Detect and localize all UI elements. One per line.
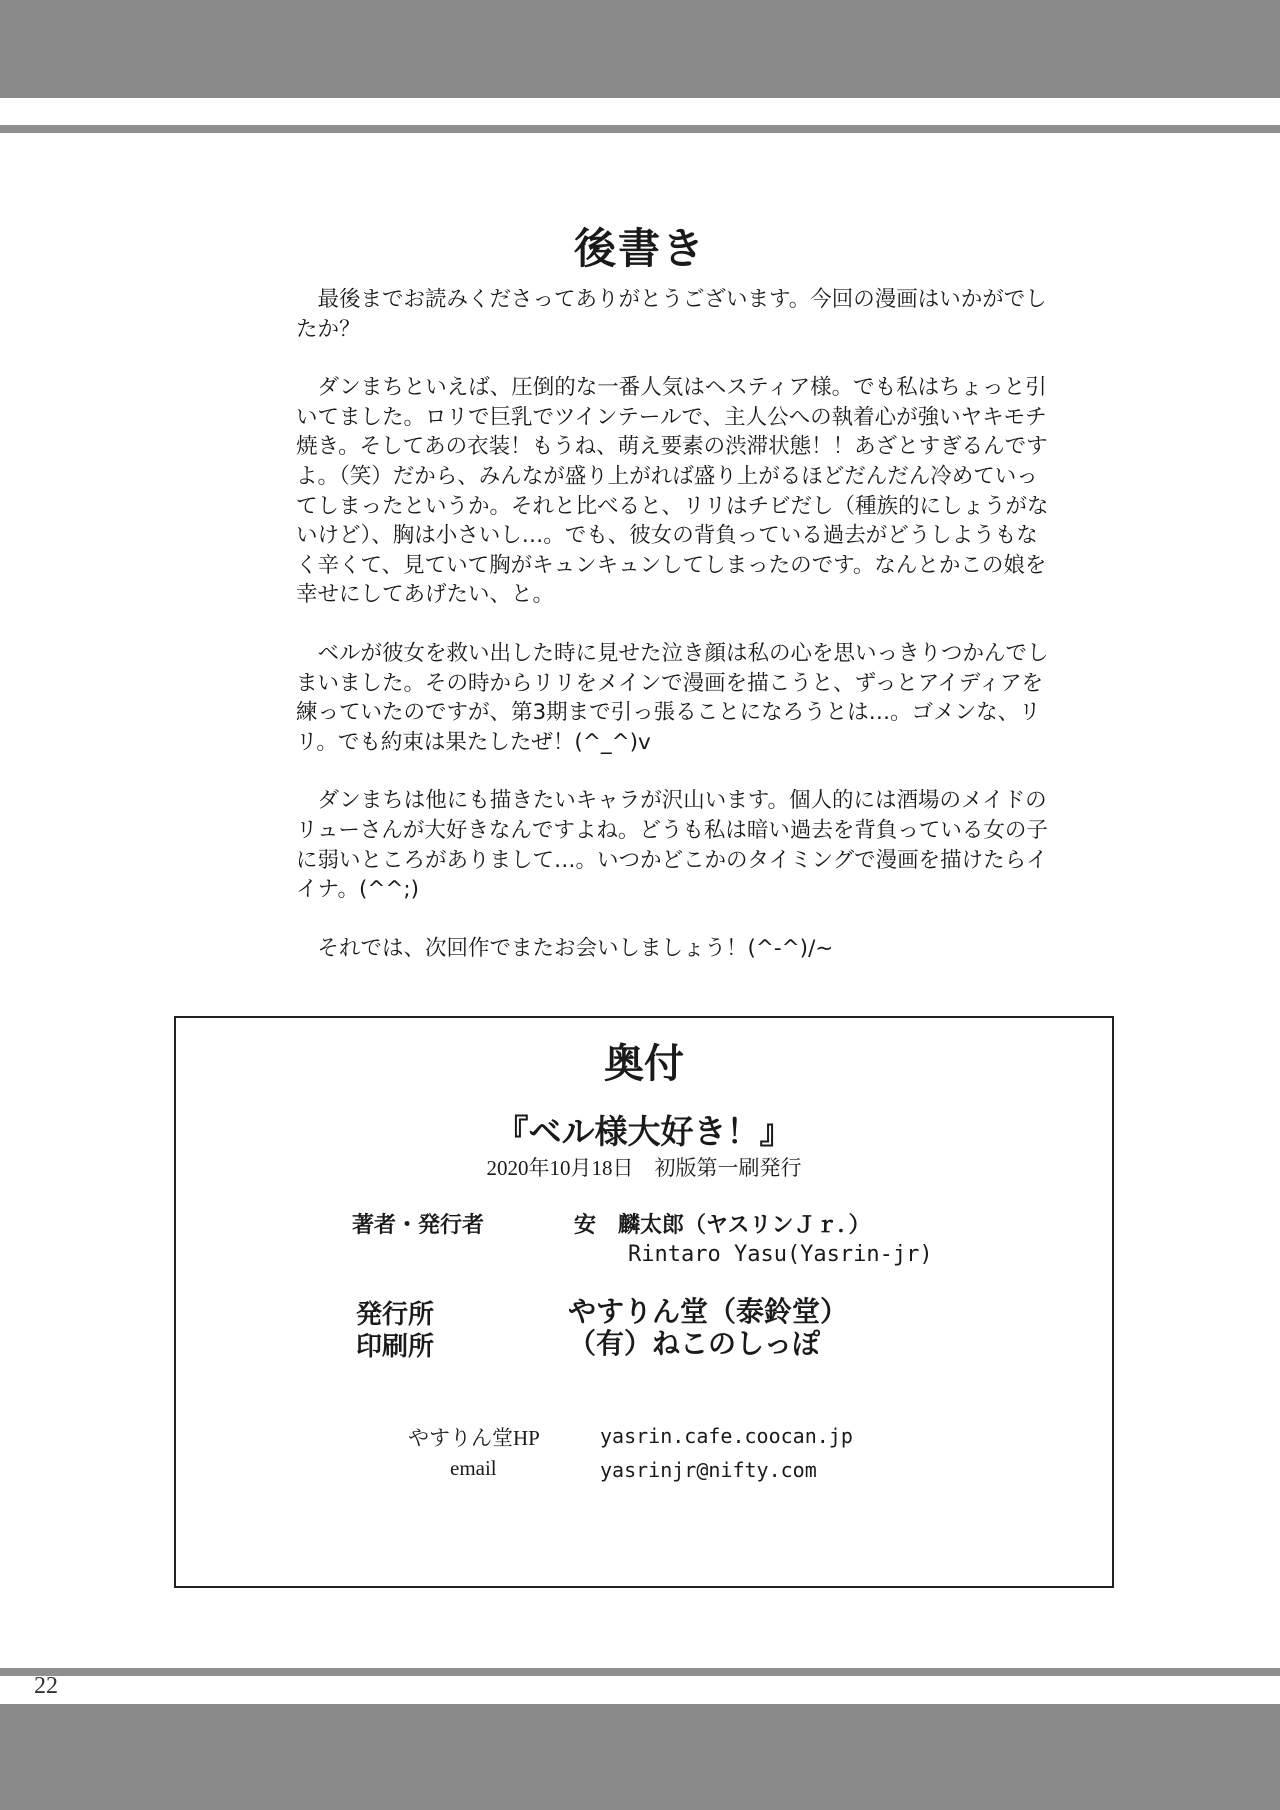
printer-name: （有）ねこのしっぽ xyxy=(568,1327,821,1360)
author-romaji: Rintaro Yasu(Yasrin-jr) xyxy=(628,1242,933,1267)
afterword-paragraph: ダンまちといえば、圧倒的な一番人気はヘスティア様。でも私はちょっと引いてました。ロリで巨乳でツインテールで、主人公への執着心が強いヤキモチ焼き。そしてあの衣装！もうね、萌え要素の渋滞状態！！あざとすぎるんですよ。（笑）だから、みんなが盛り上がれば盛り上がるほどだんだん冷めていってしまったというか。それと比べると、リリはチビだし（種族的にしょうがないけど）、胸は小さいし…。でも、彼女の背負っている過去がどうしようもなく辛くて、見ていて胸がキュンキュンしてしまったのです。なんとかこの娘を幸せにしてあげたい、と。 xyxy=(296,375,1049,608)
afterword-paragraph: 最後までお読みくださってありがとうございます。今回の漫画はいかがでしたか？ xyxy=(296,287,1047,342)
afterword-paragraph: ダンまちは他にも描きたいキャラが沢山います。個人的には酒場のメイドのリューさんが大好きなんですよね。どうも私は暗い過去を背負っている女の子に弱いところがありまして…。いつかどこかのタイミングで漫画を描けたらイイナ。(^^;) xyxy=(296,788,1048,903)
homepage-label: やすりん堂HP xyxy=(408,1426,540,1450)
afterword-body xyxy=(296,285,1056,992)
author-name: 安 麟太郎（ヤスリンＪｒ．） xyxy=(574,1213,871,1238)
printer-label: 印刷所 xyxy=(356,1332,435,1362)
colophon-title: 奥付 xyxy=(604,1041,684,1087)
colophon-box xyxy=(174,1016,1114,1588)
afterword-paragraph: ベルが彼女を救い出した時に見せた泣き顔は私の心を思いっきりつかんでしまいました。その時からリリをメインで漫画を描こうと、ずっとアイディアを練っていたのですが、第3期まで引っ張ることになろうとは…。ゴメンな、リリ。でも約束は果たしたぜ！(^_^)v xyxy=(296,640,1049,755)
top-gray-band xyxy=(0,0,1280,98)
book-title: 『ベル様大好き！』 xyxy=(495,1112,793,1151)
bottom-rule xyxy=(0,1668,1280,1676)
publisher-name: やすりん堂（泰鈴堂） xyxy=(568,1295,849,1328)
homepage-url: yasrin.cafe.coocan.jp xyxy=(600,1424,853,1448)
top-white-strip xyxy=(0,98,1280,126)
top-rule xyxy=(0,125,1280,133)
publication-date: 2020年10月18日 初版第一刷発行 xyxy=(486,1156,802,1180)
afterword-paragraph: それでは、次回作でまたお会いしましょう！(^-^)/~ xyxy=(317,935,834,961)
email-label: email xyxy=(450,1456,497,1480)
afterword-title: 後書き xyxy=(573,224,706,274)
page-number: 22 xyxy=(34,1673,58,1699)
bottom-gray-band xyxy=(0,1704,1280,1810)
author-label: 著者・発行者 xyxy=(352,1213,485,1238)
publisher-label: 発行所 xyxy=(356,1300,435,1330)
email-address: yasrinjr@nifty.com xyxy=(600,1458,817,1482)
